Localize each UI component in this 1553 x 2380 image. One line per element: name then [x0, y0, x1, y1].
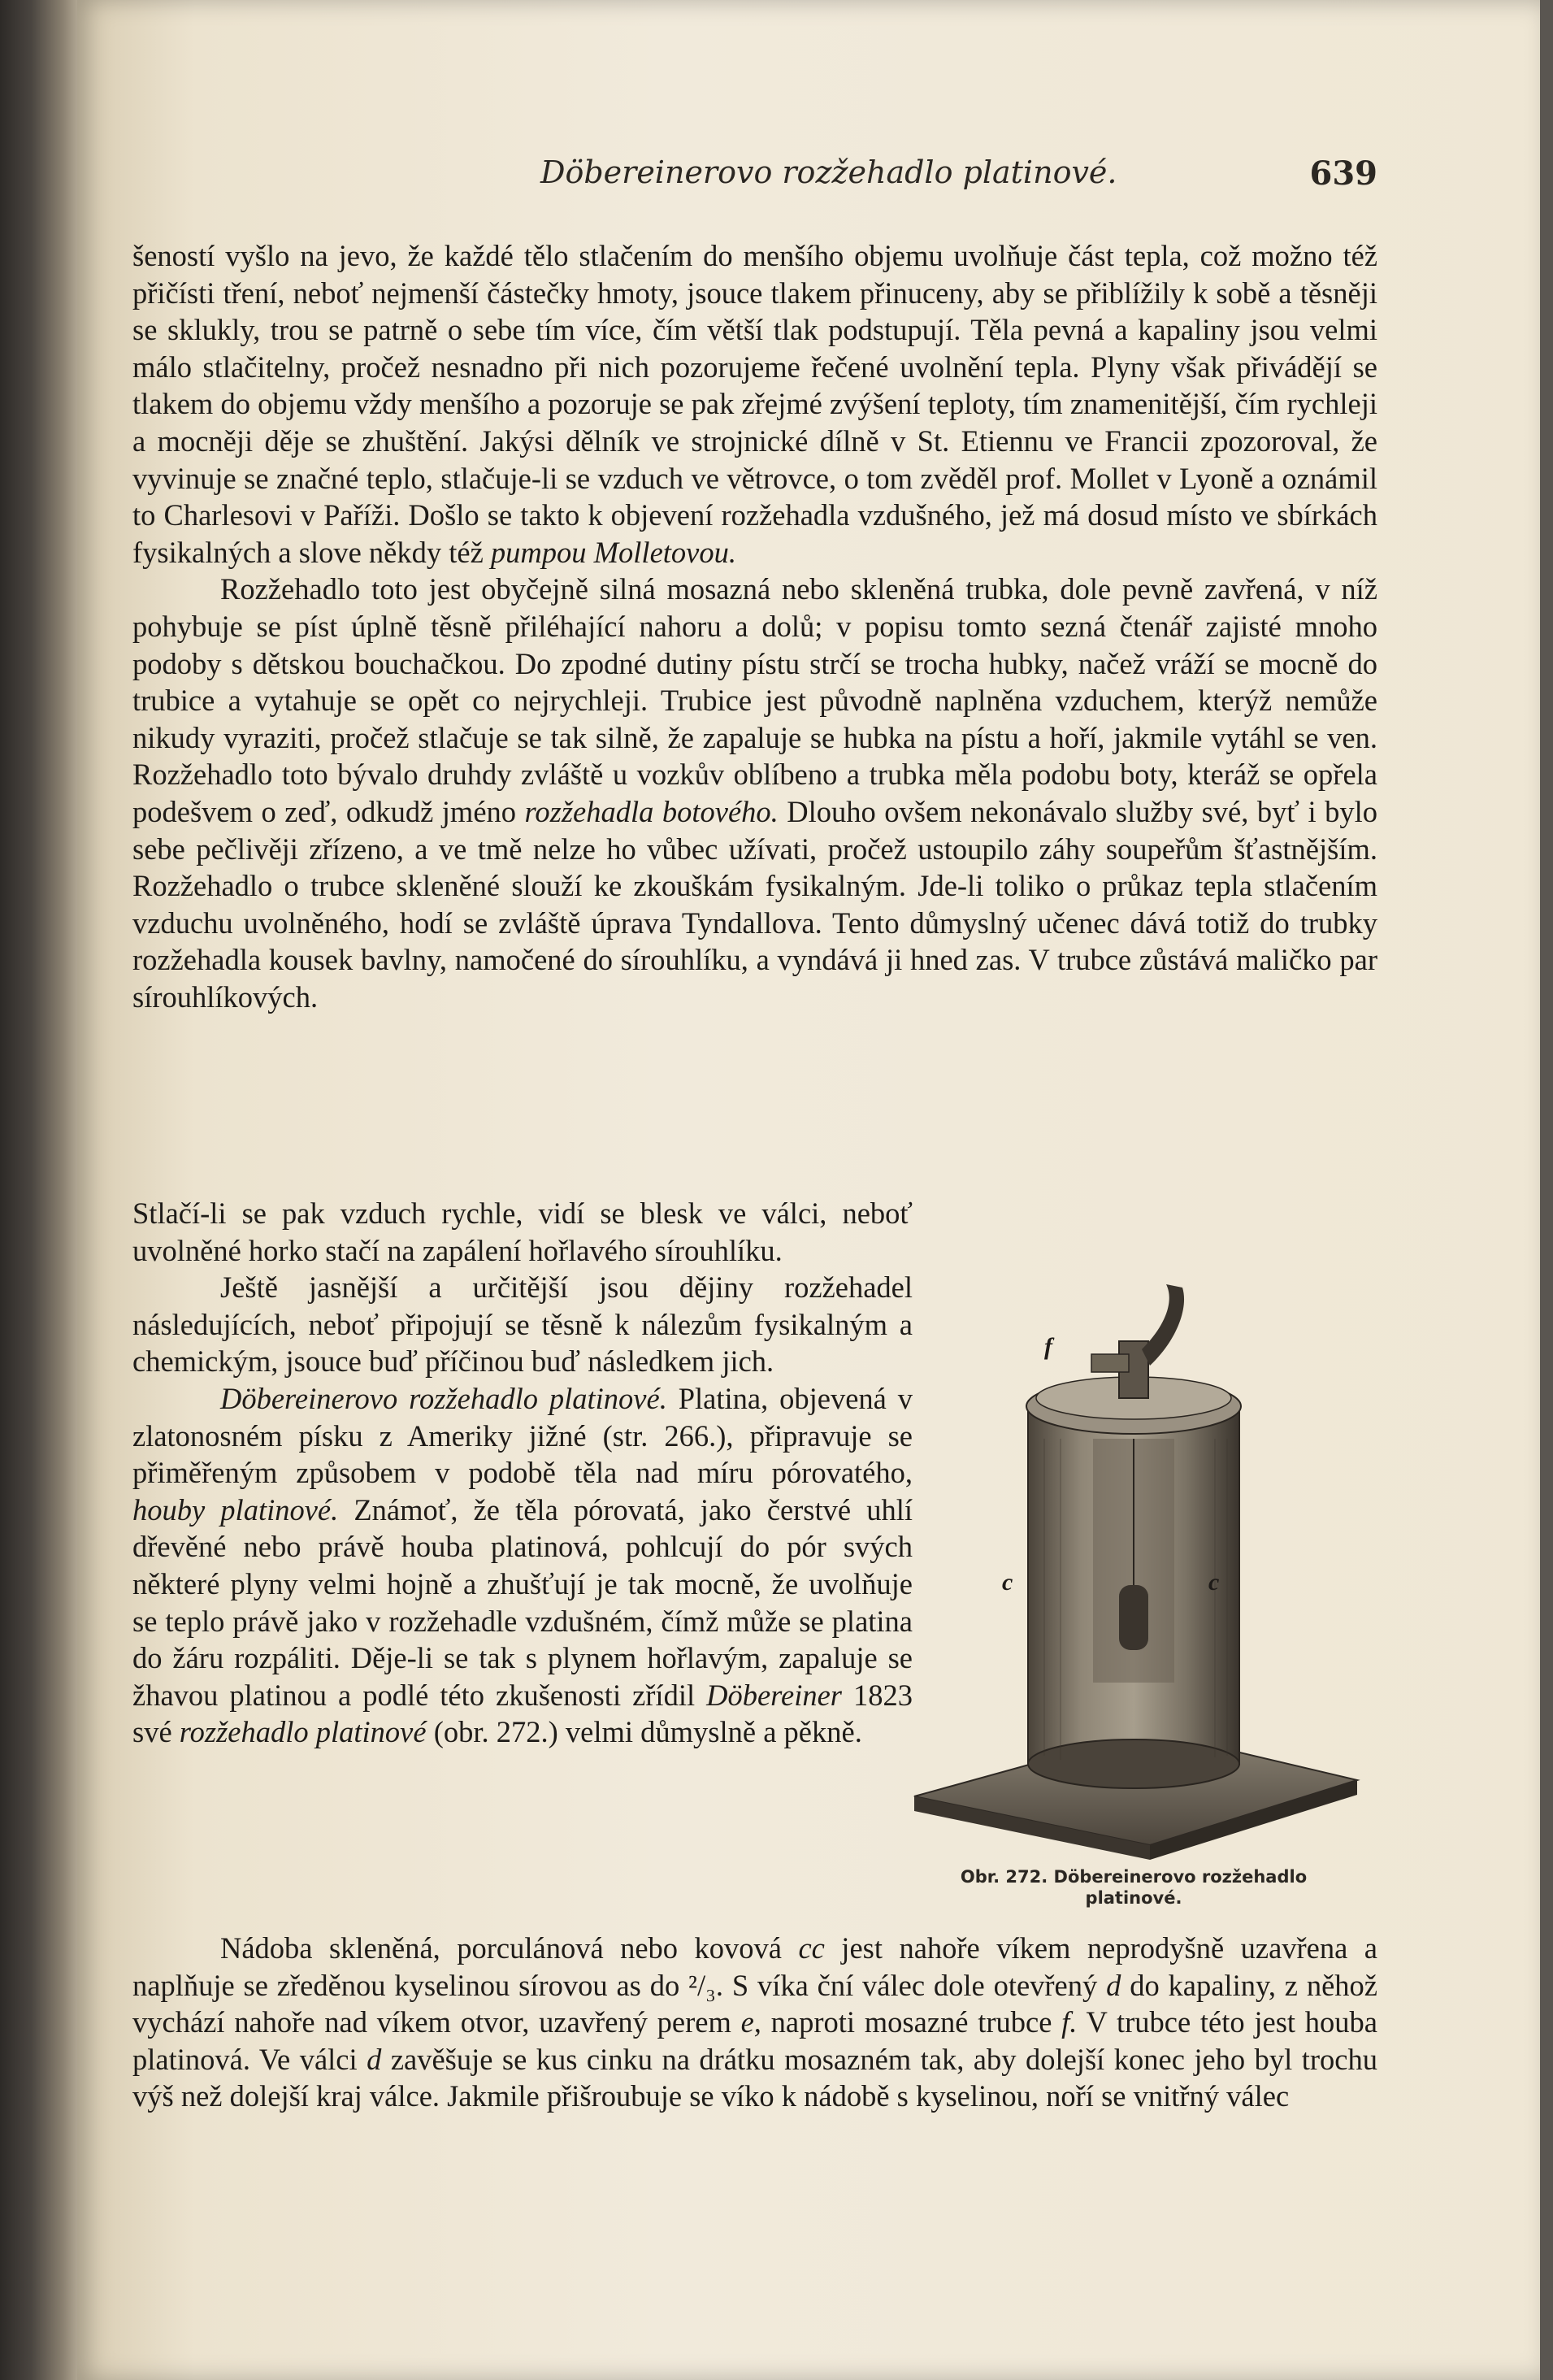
paragraph-2-text: Rozžehadlo toto jest obyčejně silná mosazná nebo skleněná trubka, dole pevně zavřená, v níž pohybuje se píst úplně těsně přiléhající nahoru a dolů; v popisu tomto sezná čtenář zajisté mnoho podoby s dětskou bouchačkou. Do zpodné dutiny pístu strčí se trocha hubky, načež vráží se mocně do trubice a vytahuje se opět co nejrychleji. Trubice jest původně naplněna vzduchem, kterýž nemůže nikudy vyraziti, pročež stlačuje se tak silně, že zapaluje se hubka na pístu a hoří, jakmile vytáhl se ven. Rozžehadlo toto bývalo druhdy zvláště u vozkův oblíbeno a trubka měla podobu boty, kteráž se opřela podešvem o zeď, odkudž jméno — [132, 572, 1377, 828]
figure-label-f: f — [1044, 1333, 1052, 1360]
paragraph-4-text-3: 1823 své — [132, 1678, 913, 1749]
paragraph-3 — [132, 1269, 913, 1380]
paragraph-2 — [132, 571, 1377, 1015]
paragraph-4-italic-name: Döbereiner — [706, 1678, 843, 1712]
paragraph-5-text-5: V trubce této jest houba platinová. Ve válci — [132, 2005, 1377, 2076]
figure-caption — [922, 1866, 1345, 1909]
paragraph-5-text-4: naproti mosazné trubce — [761, 2005, 1062, 2039]
running-title: Döbereinerovo rozžehadlo platinové. — [540, 154, 1117, 190]
paragraph-5-italic-d: d — [1106, 1968, 1121, 2002]
main-text-block — [132, 237, 1377, 1015]
paragraph-4-text-4: (obr. 272.) velmi důmyslně a pěkně. — [426, 1715, 862, 1749]
paragraph-4 — [132, 1380, 913, 1751]
paragraph-4-italic-head: Döbereinerovo rozžehadlo platinové. — [220, 1381, 667, 1415]
paragraph-1-text: šeností vyšlo na jevo, že každé tělo stlačením do menšího objemu uvolňuje část tepla, což možno též přičísti tření, neboť nejmenší částečky hmoty, jsouce tlakem přinuceny, aby se přiblížily k sobě a těsněji se sklukly, trou se patrně o sebe tím více, čím větší tlak podstupují. Těla pevná a kapaliny jsou velmi málo stlačitelny, pročež nesnadno při nich pozorujeme řečené uvolnění tepla. Plyny však přivádějí se tlakem do objemu vždy menšího a pozoruje se pak zřejmé zvýšení teploty, tím znamenitější, čím rychleji a mocněji děje se zhuštění. Jakýsi dělník ve strojnické dílně v St. Etiennu ve Francii zpozoroval, že vyvinuje se značné teplo, stlačuje-li se vzduch ve větrovce, o tom zvěděl prof. Mollet v Lyoně a oznámil to Charlesovi v Paříži. Došlo se takto k objevení rozžehadla vzdušného, jež má dosud místo ve sbírkách fysikalných a slove někdy též — [132, 239, 1377, 569]
paragraph-2b-text: Stlačí-li se pak vzduch rychle, vidí se blesk ve válci, neboť uvolněné horko stačí na zapálení hořlavého sírouhlíku. — [132, 1197, 913, 1267]
paragraph-1-italic: pumpou Molletovou. — [490, 535, 736, 569]
wrapped-text-block — [132, 1195, 913, 1751]
paragraph-5-italic-e: e, — [740, 2005, 761, 2039]
paragraph-5-text-2: jest nahoře víkem neprodyšně uzavřena a naplňuje se zředěnou kyselinou sírovou as do ²/₃. S víka ční válec dole otevřený — [132, 1931, 1377, 2002]
zinc-piece — [1119, 1585, 1148, 1650]
paragraph-5-text-6: zavěšuje se kus cinku na drátku mosazném tak, aby dolejší konec jeho byl trochu výš než dolejší kraj válce. Jakmile přišroubuje se víko k nádobě s kyselinou, noří se vnitřný válec — [132, 2042, 1377, 2113]
paragraph-3-text: Ještě jasnější a určitější jsou dějiny rozžehadel následujících, neboť připojují se těsně k nálezům fysikalným a chemickým, jsouce buď příčinou buď následkem jich. — [132, 1270, 913, 1379]
paragraph-1 — [132, 237, 1377, 571]
figure-label-c-right: c — [1208, 1569, 1220, 1596]
book-spine — [0, 0, 89, 2380]
paragraph-2-italic: rozžehadla botového. — [524, 794, 779, 828]
brass-tube-f — [1091, 1354, 1129, 1372]
paragraph-5-text-3: do kapaliny, z něhož vychází nahoře nad víkem otvor, uzavřený perem — [132, 1968, 1377, 2039]
page-number: 639 — [1309, 154, 1377, 193]
paragraph-4-italic-2: rozžehadlo platinové — [179, 1715, 427, 1749]
figure-caption-line-2: platinové. — [1085, 1888, 1182, 1908]
paragraph-5-italic-cc: cc — [798, 1931, 825, 1965]
page-header — [467, 154, 1377, 203]
tail-text-block — [132, 1930, 1377, 2115]
valve-lever — [1142, 1284, 1184, 1366]
paragraph-5-text: Nádoba skleněná, porculánová nebo kovová — [220, 1931, 799, 1965]
figure-label-c-left: c — [1002, 1569, 1013, 1596]
paragraph-5-italic-f: f. — [1061, 2005, 1078, 2039]
paragraph-5 — [132, 1930, 1377, 2115]
paragraph-5-italic-d2: d — [367, 2042, 382, 2076]
paragraph-2-continued — [132, 1195, 913, 1269]
paragraph-2-text-2: Dlouho ovšem nekonávalo služby své, byť i bylo sebe pečlivěji zřízeno, a ve tmě nelze ho vůbec užívati, pročež ustoupilo záhy soupeřům šťastnějším. Rozžehadlo o trubce skleněné slouží ke zkouškám fysikalným. Jde-li toliko o průkaz tepla stlačením vzduchu uvolněného, hodí se zvláště úprava Tyndallova. Tento důmyslný učenec dává totiž do trubky rozžehadla kousek bavlny, namočené do sírouhlíku, a vyndává ji hned zas. V trubce zůstává maličko par sírouhlíkových. — [132, 794, 1377, 1014]
lamp-illustration — [906, 1276, 1361, 1861]
paragraph-4-text: Platina, objevená v zlatonosném písku z Ameriky jižné (str. 266.), připravuje se přiměřeným způsobem v podobě těla nad míru pórovatého, — [132, 1381, 913, 1490]
book-page — [77, 0, 1540, 2380]
figure-caption-line-1: Obr. 272. Döbereinerovo rozžehadlo — [960, 1867, 1308, 1887]
paragraph-4-text-2: Známoť, že těla pórovatá, jako čerstvé uhlí dřevěné nebo právě houba platinová, pohlcují do pór svých některé plyny velmi hojně a zhušťují je tak mocně, že uvolňuje se teplo právě jako v rozžehadle vzdušném, čímž může se platina do žáru rozpáliti. Děje-li se tak s plynem hořlavým, zapaluje se žhavou platinou a podlé této zkušenosti zřídil — [132, 1492, 913, 1712]
paragraph-4-italic: houby platinové. — [132, 1492, 339, 1527]
